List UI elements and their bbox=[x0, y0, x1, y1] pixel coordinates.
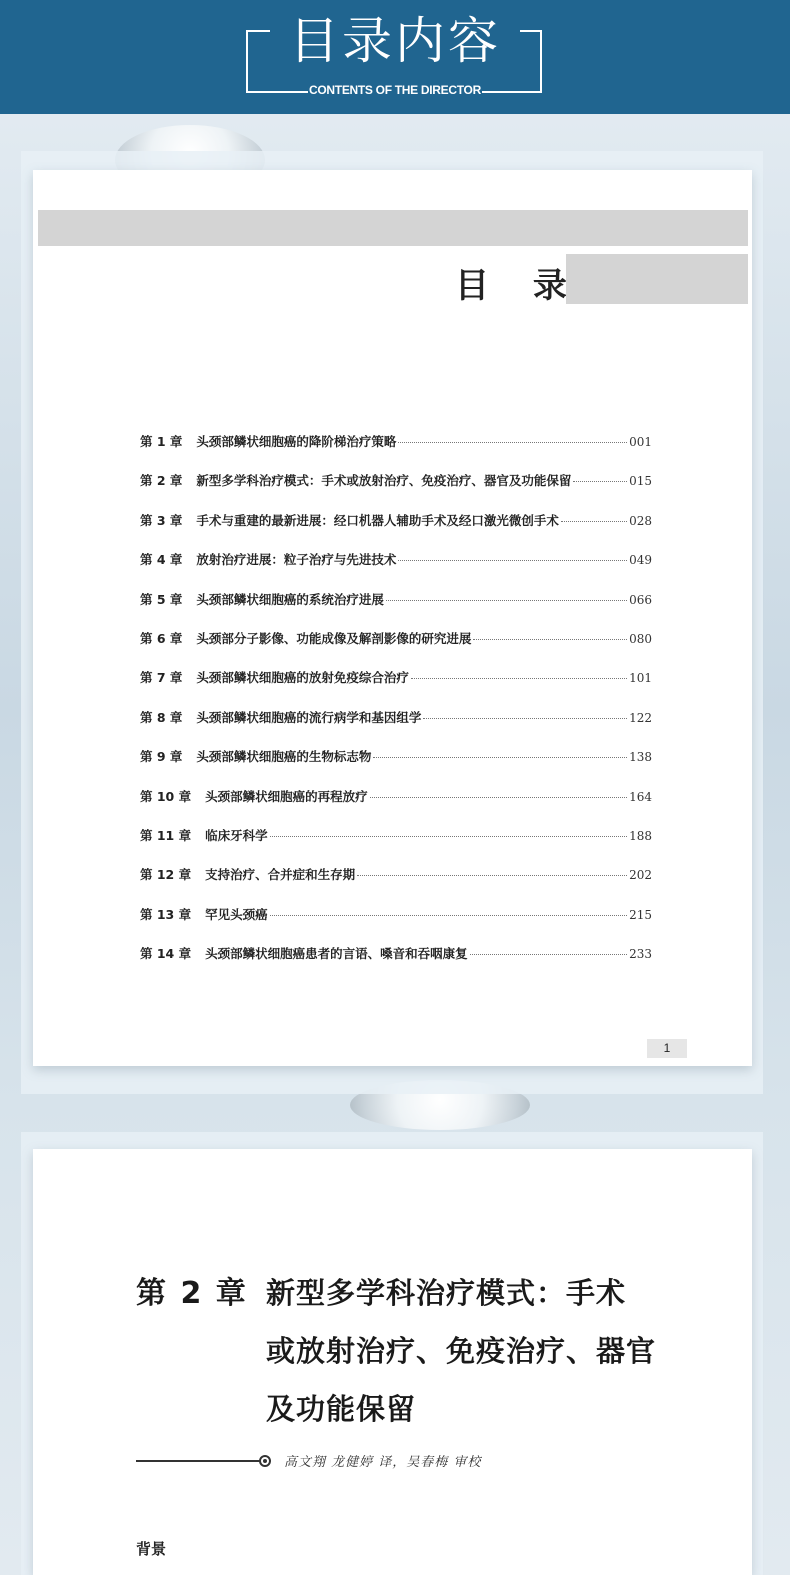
toc-leader-dots bbox=[386, 600, 627, 601]
toc-heading-accent bbox=[566, 254, 748, 304]
toc-leader-dots bbox=[270, 836, 627, 837]
toc-chapter-title: 头颈部鳞状细胞癌的生物标志物 bbox=[196, 749, 372, 765]
toc-chapter-title: 头颈部鳞状细胞癌的降阶梯治疗策略 bbox=[196, 434, 397, 449]
toc-chapter-title: 头颈部分子影像、功能成像及解剖影像的研究进展 bbox=[196, 630, 472, 646]
toc-chapter-number: 第 13 章 bbox=[140, 906, 192, 922]
toc-page-number: 122 bbox=[629, 710, 652, 725]
toc-page-number: 101 bbox=[629, 671, 652, 686]
toc-entry bbox=[140, 708, 652, 747]
chapter-label: 第 2 章 bbox=[136, 1276, 248, 1311]
toc-page-number: 001 bbox=[629, 435, 652, 449]
chapter-title-line: 新型多学科治疗模式：手术 bbox=[266, 1276, 627, 1310]
toc-leader-dots bbox=[470, 954, 627, 955]
toc-entry bbox=[140, 550, 652, 589]
page-number: 1 bbox=[647, 1039, 687, 1058]
chapter-title-line: 及功能保留 bbox=[266, 1392, 417, 1426]
section-heading: 背景 bbox=[136, 1540, 167, 1558]
chapter-title bbox=[266, 1264, 666, 1438]
toc-chapter-title: 头颈部鳞状细胞癌的系统治疗进展 bbox=[196, 591, 384, 607]
page-subtitle: CONTENTS OF THE DIRECTOR bbox=[309, 83, 481, 97]
page-title: 目录内容 bbox=[270, 10, 520, 72]
toc-chapter-number: 第 2 章 bbox=[140, 473, 183, 489]
toc-list bbox=[140, 432, 652, 983]
toc-leader-dots bbox=[473, 639, 627, 640]
toc-leader-dots bbox=[398, 560, 627, 561]
toc-chapter-number: 第 5 章 bbox=[140, 591, 183, 607]
toc-entry bbox=[140, 826, 652, 865]
toc-chapter-number: 第 4 章 bbox=[140, 552, 183, 568]
toc-leader-dots bbox=[373, 757, 627, 758]
toc-chapter-number: 第 11 章 bbox=[140, 827, 192, 843]
subtitle-rule-left bbox=[246, 91, 308, 93]
toc-page-number: 028 bbox=[629, 513, 652, 528]
toc-chapter-title: 头颈部鳞状细胞癌的流行病学和基因组学 bbox=[196, 709, 422, 725]
toc-chapter-number: 第 7 章 bbox=[140, 670, 183, 686]
toc-entry bbox=[140, 471, 652, 510]
toc-chapter-number: 第 10 章 bbox=[140, 788, 192, 804]
toc-entry bbox=[140, 944, 652, 983]
toc-page-number: 066 bbox=[629, 592, 652, 607]
toc-chapter-number: 第 8 章 bbox=[140, 709, 183, 725]
toc-chapter-number: 第 14 章 bbox=[140, 946, 192, 962]
toc-page-number: 215 bbox=[629, 907, 652, 922]
toc-header-bar bbox=[38, 210, 748, 246]
toc-leader-dots bbox=[411, 678, 627, 679]
toc-chapter-title: 临床牙科学 bbox=[205, 827, 268, 843]
toc-heading: 目 录 bbox=[455, 266, 583, 306]
toc-page-number: 015 bbox=[629, 474, 652, 489]
toc-entry bbox=[140, 590, 652, 629]
toc-chapter-title: 头颈部鳞状细胞癌的放射免疫综合治疗 bbox=[196, 670, 409, 686]
toc-leader-dots bbox=[370, 797, 627, 798]
toc-page-number: 049 bbox=[629, 553, 652, 568]
toc-chapter-title: 头颈部鳞状细胞癌患者的言语、嗓音和吞咽康复 bbox=[205, 946, 468, 962]
toc-chapter-number: 第 3 章 bbox=[140, 512, 183, 528]
toc-page-number: 202 bbox=[629, 868, 652, 883]
toc-chapter-title: 罕见头颈癌 bbox=[205, 906, 268, 922]
author-rule bbox=[136, 1460, 262, 1462]
toc-entry bbox=[140, 668, 652, 707]
toc-entry bbox=[140, 432, 652, 471]
toc-leader-dots bbox=[561, 521, 627, 522]
subtitle-rule-right bbox=[482, 91, 542, 93]
header-banner bbox=[0, 0, 790, 114]
author-credits: 高文翔 龙健婷 译，吴春梅 审校 bbox=[284, 1455, 482, 1470]
toc-chapter-title: 头颈部鳞状细胞癌的再程放疗 bbox=[205, 788, 368, 804]
toc-chapter-number: 第 12 章 bbox=[140, 867, 192, 883]
toc-chapter-number: 第 9 章 bbox=[140, 749, 183, 765]
toc-page-number: 080 bbox=[629, 631, 652, 646]
toc-entry bbox=[140, 787, 652, 826]
toc-chapter-title: 新型多学科治疗模式：手术或放射治疗、免疫治疗、器官及功能保留 bbox=[196, 473, 572, 489]
toc-leader-dots bbox=[398, 442, 627, 443]
toc-entry bbox=[140, 865, 652, 904]
toc-leader-dots bbox=[573, 481, 627, 482]
toc-chapter-title: 手术与重建的最新进展：经口机器人辅助手术及经口激光微创手术 bbox=[196, 512, 559, 528]
toc-entry bbox=[140, 629, 652, 668]
toc-leader-dots bbox=[270, 915, 627, 916]
chapter-title-line: 或放射治疗、免疫治疗、器官 bbox=[266, 1334, 657, 1368]
toc-page-number: 138 bbox=[629, 750, 652, 765]
toc-chapter-number: 第 1 章 bbox=[140, 434, 183, 449]
toc-entry bbox=[140, 747, 652, 786]
author-bullet-icon bbox=[259, 1455, 271, 1467]
toc-entry bbox=[140, 905, 652, 944]
toc-leader-dots bbox=[357, 875, 627, 876]
toc-page-number: 164 bbox=[629, 789, 652, 804]
toc-leader-dots bbox=[423, 718, 627, 719]
toc-chapter-title: 放射治疗进展：粒子治疗与先进技术 bbox=[196, 552, 397, 568]
toc-entry bbox=[140, 511, 652, 550]
toc-page-number: 188 bbox=[629, 828, 652, 843]
toc-chapter-number: 第 6 章 bbox=[140, 630, 183, 646]
toc-page-number: 233 bbox=[629, 947, 652, 962]
toc-chapter-title: 支持治疗、合并症和生存期 bbox=[205, 867, 356, 883]
